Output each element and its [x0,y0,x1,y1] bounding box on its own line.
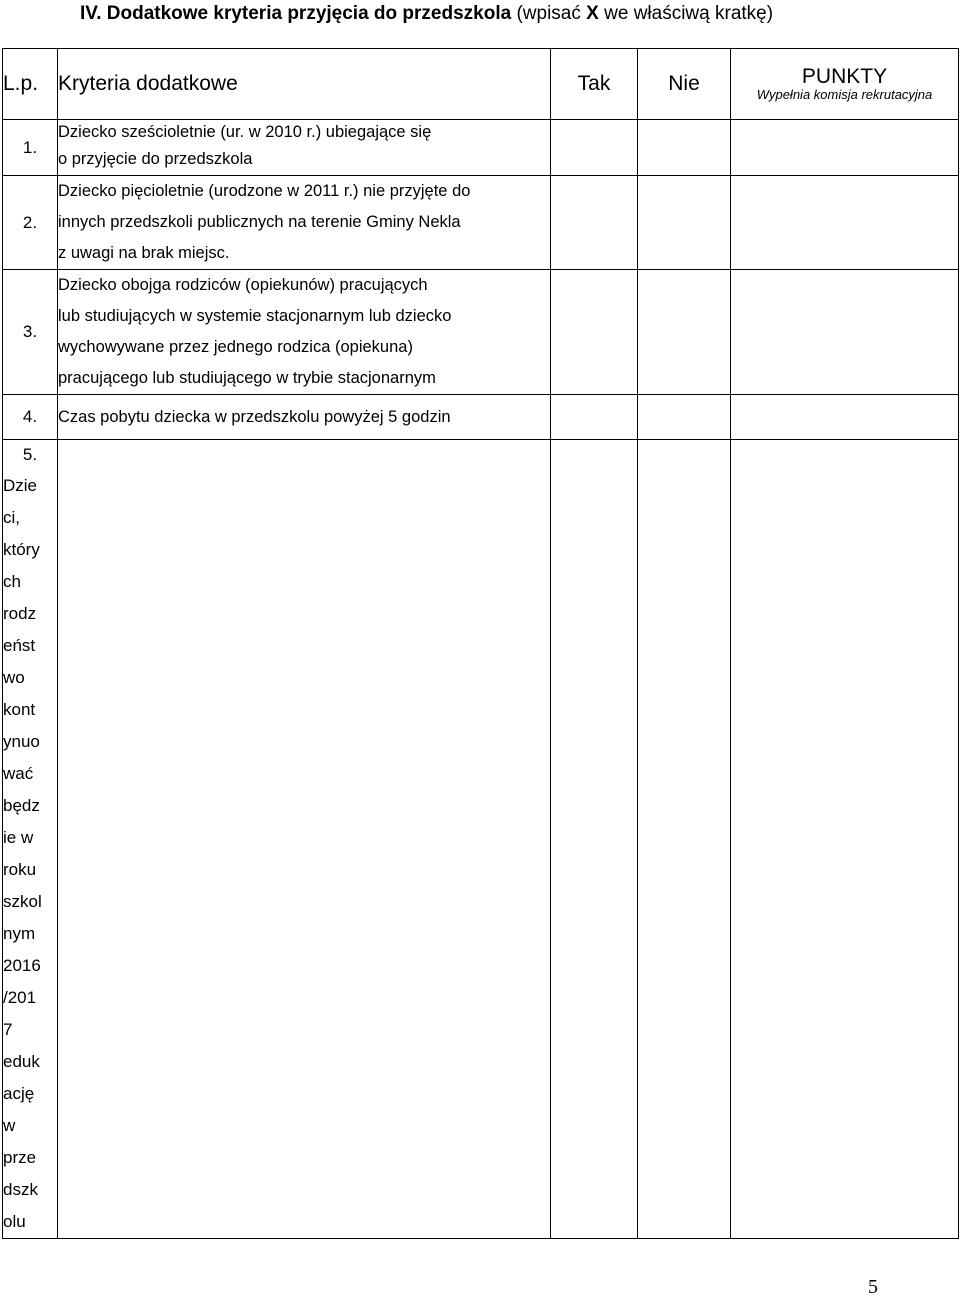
tak-checkbox-cell[interactable] [551,176,638,270]
row-number: 3. [3,270,58,395]
nie-checkbox-cell[interactable] [638,176,731,270]
row-number: 2. [3,176,58,270]
criterion-line: nym [3,924,36,943]
heading-normal-2: we właściwą kratkę) [598,3,774,24]
criterion-line: eńst [3,636,36,655]
criterion-line: roku [3,860,37,879]
table-row [3,270,959,395]
criteria-table [2,48,959,1239]
criterion-line: olu [3,1212,26,1231]
criterion-text [58,395,551,440]
tak-checkbox-cell[interactable] [551,395,638,440]
criterion-line: Dziecko sześcioletnie (ur. w 2010 r.) ubiegające się [58,123,432,141]
criterion-line: rodz [3,604,37,623]
row-number: 4. [3,395,58,440]
table-row [3,440,959,1239]
criterion-line: lub studiujących w systemie stacjonarnym lub dziecko [58,307,452,325]
punkty-cell[interactable] [731,270,959,395]
table-row [3,395,959,440]
criterion-line: ie w [3,828,34,847]
criterion-line: ynuo [3,732,40,751]
criterion-line: będz [3,796,40,815]
table-row [3,176,959,270]
header-row [3,49,959,120]
page-number: 5 [868,1276,878,1298]
nie-checkbox-cell[interactable] [638,395,731,440]
header-punkty-label: PUNKTY [801,64,888,88]
criterion-line: szkol [3,892,42,911]
criterion-line: 7 [3,1020,13,1039]
punkty-cell[interactable] [731,120,959,176]
criterion-line: wać [3,764,34,783]
header-lp: L.p. [3,49,58,120]
tak-checkbox-cell[interactable] [551,270,638,395]
row-number: 5. [22,445,38,464]
criterion-text [58,120,551,176]
punkty-cell[interactable] [731,395,959,440]
header-punkty [731,49,959,120]
tak-checkbox-cell[interactable] [551,440,638,1239]
criterion-line: wo [3,668,25,687]
criterion-line: o przyjęcie do przedszkola [58,150,253,168]
criterion-text [58,270,551,395]
criterion-line: wychowywane przez jednego rodzica (opiekuna) [58,338,413,356]
criterion-line: prze [3,1148,37,1167]
punkty-cell[interactable] [731,176,959,270]
criterion-line: 2016 [3,956,41,975]
section-heading [80,2,773,26]
nie-checkbox-cell[interactable] [638,120,731,176]
criterion-line: ch [3,572,21,591]
heading-bold: IV. Dodatkowe kryteria przyjęcia do przedszkola [80,3,512,24]
criterion-line: Dzie [3,476,38,495]
criterion-empty-cell [58,440,551,1239]
criterion-line: Dziecko pięcioletnie (urodzone w 2011 r.) nie przyjęte do [58,182,471,200]
header-nie: Nie [638,49,731,120]
criterion-line: który [3,540,40,559]
criterion-line: innych przedszkoli publicznych na terenie Gminy Nekla [58,213,461,231]
criterion-line: eduk [3,1052,40,1071]
criterion-line: ci, [3,508,20,527]
criterion-line: pracującego lub studiującego w trybie stacjonarnym [58,369,436,387]
criterion-line: /201 [3,988,37,1007]
header-kryteria: Kryteria dodatkowe [58,49,551,120]
nie-checkbox-cell[interactable] [638,270,731,395]
criterion-line: z uwagi na brak miejsc. [58,244,230,262]
row-number: 1. [3,120,58,176]
criterion-line: kont [3,700,36,719]
criterion-line: ację [3,1084,35,1103]
criterion-text [58,176,551,270]
criterion-text [3,470,57,1238]
table-row [3,120,959,176]
criterion-line: dszk [3,1180,38,1199]
criterion-line: Czas pobytu dziecka w przedszkolu powyżej 5 godzin [58,408,451,426]
criterion-line: Dziecko obojga rodziców (opiekunów) pracujących [58,276,428,294]
tak-checkbox-cell[interactable] [551,120,638,176]
criterion-line: w [3,1116,16,1135]
header-tak: Tak [551,49,638,120]
punkty-cell[interactable] [731,440,959,1239]
heading-normal-1: (wpisać [511,3,587,24]
heading-x: X [586,3,599,24]
row-5-wrapped-cell [3,440,58,1239]
header-punkty-sub: Wypełnia komisja rekrutacyjna [756,86,933,102]
nie-checkbox-cell[interactable] [638,440,731,1239]
